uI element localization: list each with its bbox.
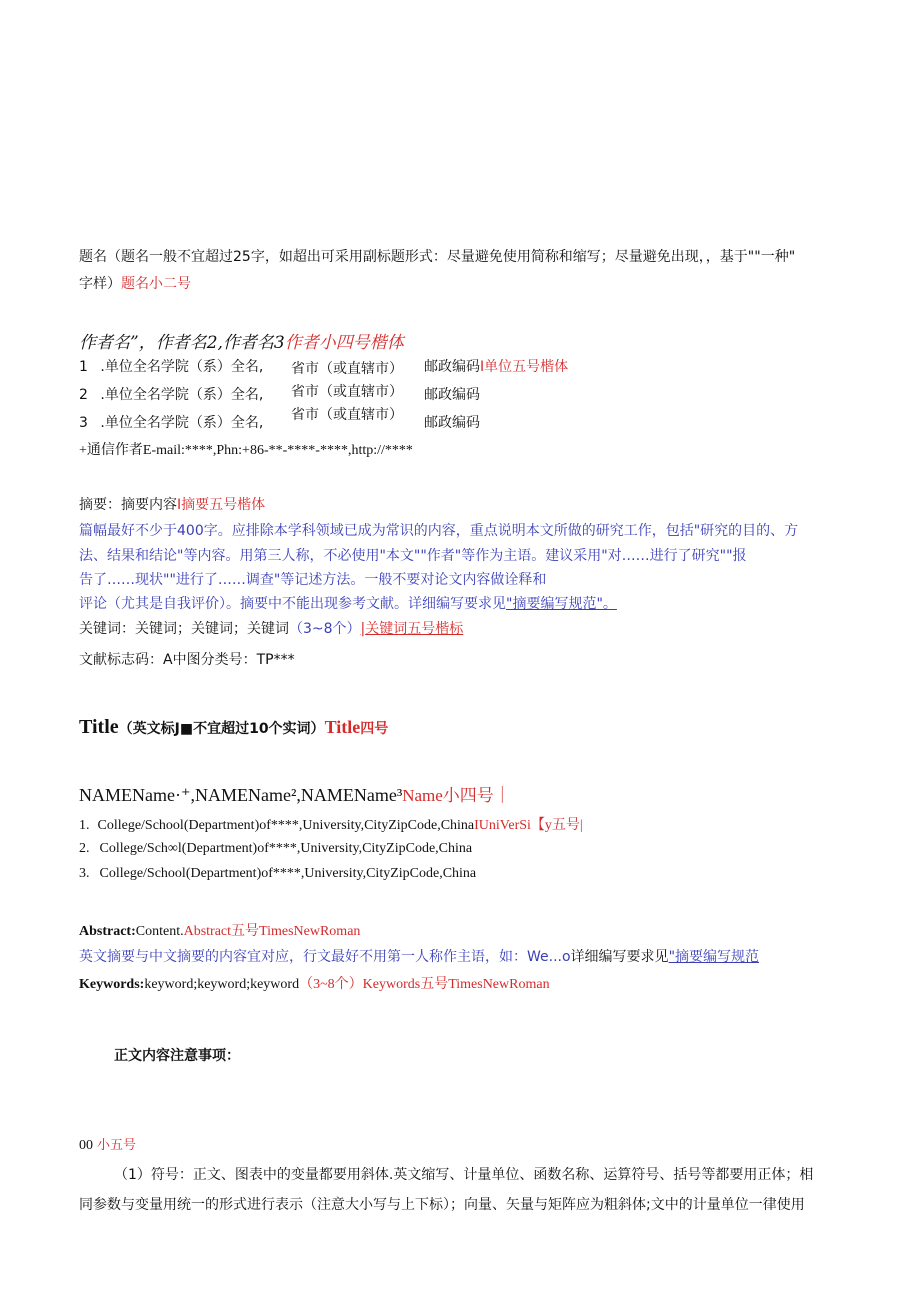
title-line-1 bbox=[79, 246, 795, 266]
abstract-cn-line: 告了……现状""进行了……调查"等记述方法。一般不要对论文内容做诠释和 bbox=[79, 572, 547, 588]
affiliation-post: 邮政编码 bbox=[424, 415, 480, 431]
title-text-cont: 字样） bbox=[79, 276, 121, 292]
title-en-paren: （英文标J■不宜超过10个实词） bbox=[118, 721, 325, 737]
affiliation-row bbox=[79, 412, 263, 432]
abstract-cn-note: I摘要五号楷体 bbox=[177, 497, 266, 513]
affiliation-unit: .单位全名学院（系）全名, bbox=[100, 359, 264, 375]
keywords-en-content: keyword;keyword;keyword bbox=[144, 977, 300, 992]
names-en: NAMEName·⁺,NAMEName²,NAMEName³ bbox=[79, 785, 403, 805]
corresponding-author: +通信作者E-mail:****,Phn:+86-**-****-****,http://**** bbox=[79, 443, 413, 458]
abstract-en-guideline bbox=[79, 946, 759, 966]
keywords-en-note: （3~8个）Keywords五号TimesNewRoman bbox=[299, 977, 550, 992]
title-en-line bbox=[79, 716, 388, 739]
abstract-cn-heading bbox=[79, 494, 265, 514]
names-en-note: Name小四号｜ bbox=[402, 786, 511, 805]
affiliation-city: 省市（或直辖市） bbox=[291, 361, 403, 377]
names-en-line bbox=[79, 781, 511, 806]
affiliation-number: 3 bbox=[79, 415, 88, 431]
section-size-note: 小五号 bbox=[97, 1138, 137, 1153]
classification-line: 文献标志码：A中图分类号：TP*** bbox=[79, 652, 295, 668]
abstract-spec-link[interactable]: "摘要编写规范"。 bbox=[506, 596, 617, 612]
affiliation-en-row bbox=[79, 841, 472, 857]
title-en-note-title: Title bbox=[324, 717, 361, 737]
affiliation-en-text: College/Sch∞l(Department)of****,University,CityZipCode,China bbox=[99, 841, 473, 856]
abstract-cn-line: 法、结果和结论"等内容。用第三人称，不必使用"本文""作者"等作为主语。建议采用"对……进行了研究""报 bbox=[79, 548, 747, 564]
body-paragraph-line: （1）符号：正文、图表中的变量都要用斜体.英文缩写、计量单位、函数名称、运算符号、括号等都要用正体；相 bbox=[114, 1167, 814, 1183]
title-en: Title bbox=[79, 716, 119, 738]
affiliation-post: 邮政编码 bbox=[424, 387, 480, 403]
affiliation-number: 1 bbox=[79, 359, 88, 375]
abstract-cn-last-line bbox=[79, 593, 617, 613]
section-number: 00 bbox=[79, 1138, 93, 1153]
abstract-cn-label: 摘要：摘要内容 bbox=[79, 497, 177, 513]
affiliation-number: 2 bbox=[79, 387, 88, 403]
title-text: 题名（题名一般不宜超过25字，如超出可采用副标题形式：尽量避免使用简称和缩写；尽量避免出现，，基于""一种" bbox=[79, 249, 796, 265]
section-marker-line bbox=[79, 1134, 136, 1154]
keywords-cn-count: （3~8个） bbox=[289, 621, 361, 637]
affiliation-city: 省市（或直辖市） bbox=[291, 384, 403, 400]
affiliation-row bbox=[79, 384, 263, 404]
affiliation-en-note: IUniVerSi【y五号| bbox=[474, 818, 583, 833]
affiliation-en-number: 1. bbox=[79, 818, 90, 833]
affiliation-en-number: 2. bbox=[79, 841, 90, 856]
author-size-note: 作者小四号楷体 bbox=[284, 333, 404, 353]
keywords-cn-label: 关键词：关键词；关键词；关键词 bbox=[79, 621, 289, 637]
title-en-note-size: 四号 bbox=[360, 721, 389, 737]
affiliation-city: 省市（或直辖市） bbox=[291, 407, 403, 423]
abstract-en-label: Abstract: bbox=[79, 924, 136, 939]
affiliation-unit: .单位全名学院（系）全名, bbox=[100, 387, 264, 403]
affiliation-en-row bbox=[79, 866, 476, 882]
abstract-en-content: Content. bbox=[135, 924, 184, 939]
affiliation-en-row bbox=[79, 814, 583, 834]
affiliation-en-text: College/School(Department)of****,University,CityZipCode,China bbox=[99, 866, 477, 881]
keywords-cn-note: |关键词五号楷标 bbox=[360, 621, 464, 637]
abstract-en-note: Abstract五号TimesNewRoman bbox=[183, 924, 361, 939]
abstract-en-line bbox=[79, 920, 360, 940]
postcode-label: 邮政编码 bbox=[424, 359, 480, 375]
authors-line bbox=[79, 328, 404, 353]
keywords-en-line bbox=[79, 973, 550, 993]
affiliation-en-number: 3. bbox=[79, 866, 90, 881]
abstract-cn-text: 评论（尤其是自我评价）。摘要中不能出现参考文献。详细编写要求见 bbox=[79, 596, 506, 612]
abstract-en-guide-tail: 详细编写要求见 bbox=[570, 949, 669, 965]
title-size-note: 题名小二号 bbox=[121, 276, 191, 292]
affiliation-unit: .单位全名学院（系）全名, bbox=[100, 415, 264, 431]
body-paragraph-line: 同参数与变量用统一的形式进行表示（注意大小写与上下标）；向量、矢量与矩阵应为粗斜体;文中的计量单位一律使用 bbox=[79, 1197, 805, 1213]
abstract-en-spec-link[interactable]: "摘要编写规范 bbox=[668, 949, 760, 965]
body-heading: 正文内容注意事项： bbox=[114, 1048, 240, 1064]
keywords-cn-line bbox=[79, 618, 463, 638]
affiliation-size-note: I单位五号楷体 bbox=[480, 359, 569, 375]
affiliation-en-text: College/School(Department)of****,University,CityZipCode,China bbox=[97, 818, 475, 833]
affiliation-row bbox=[79, 356, 263, 376]
affiliation-post bbox=[424, 356, 568, 376]
author-names: 作者名”，作者名2,作者名3 bbox=[79, 333, 285, 353]
abstract-en-guide-text: 英文摘要与中文摘要的内容宜对应，行文最好不用第一人称作主语，如：We...o bbox=[79, 949, 571, 965]
keywords-en-label: Keywords: bbox=[79, 977, 145, 992]
abstract-cn-line: 篇幅最好不少于400字。应排除本学科领域已成为常识的内容，重点说明本文所做的研究工作，包括"研究的目的、方 bbox=[79, 523, 799, 539]
title-line-2 bbox=[79, 273, 191, 293]
